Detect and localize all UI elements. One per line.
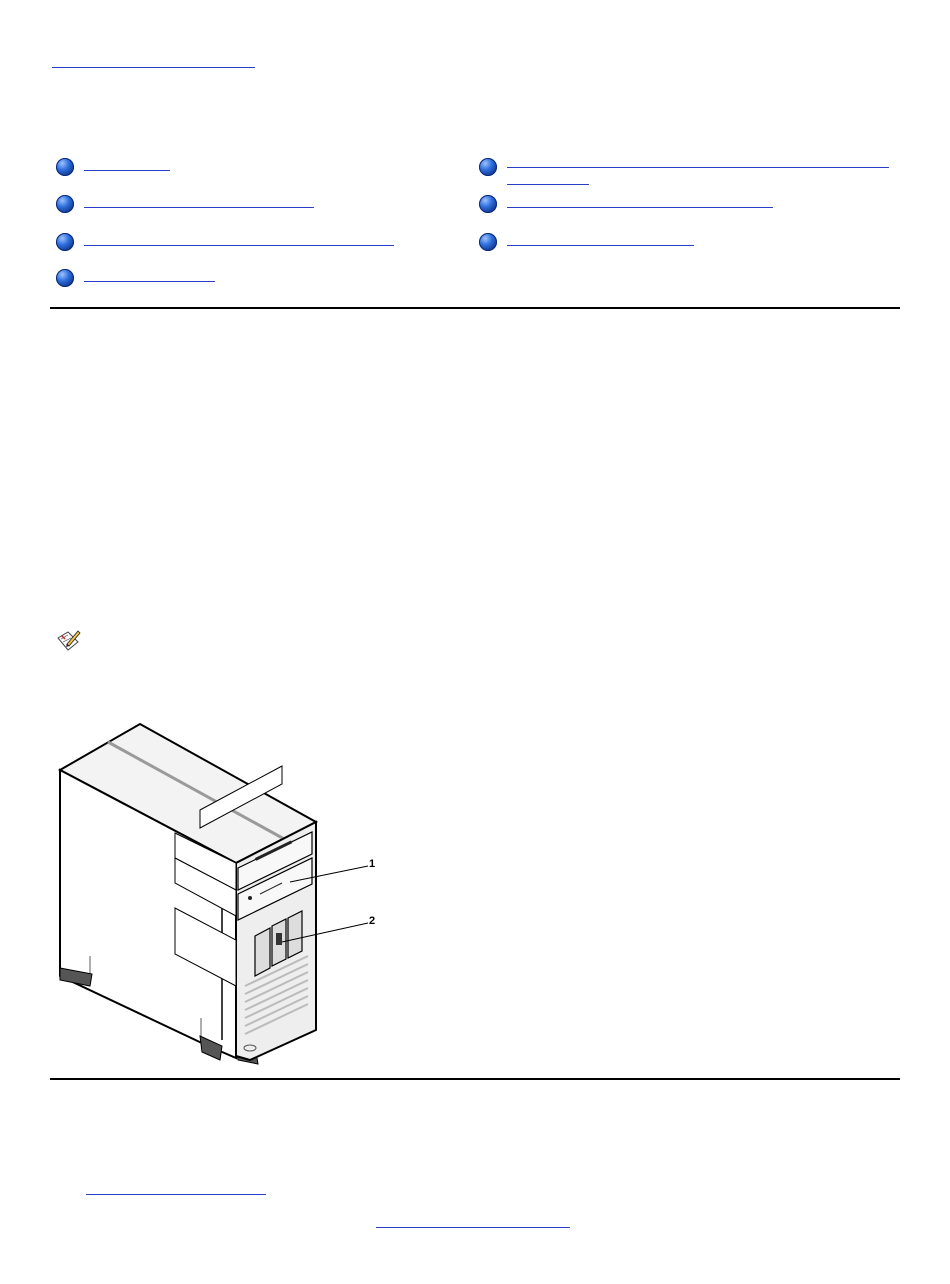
callout-label-2: 2 <box>369 915 376 927</box>
toc-link[interactable] <box>84 207 314 208</box>
bullet-icon <box>56 195 74 213</box>
top-back-link[interactable] <box>52 67 255 68</box>
bottom-back-link[interactable] <box>86 1194 266 1195</box>
note-icon <box>56 630 82 652</box>
toc-link[interactable] <box>507 245 694 246</box>
bullet-icon <box>479 195 497 213</box>
bullet-icon <box>479 233 497 251</box>
callout-label-1: 1 <box>369 858 376 870</box>
bottom-center-link[interactable] <box>376 1227 570 1228</box>
bullet-icon <box>56 233 74 251</box>
bullet-icon <box>56 269 74 287</box>
toc-link[interactable] <box>507 167 889 168</box>
toc-link[interactable] <box>507 207 773 208</box>
bullet-icon <box>56 158 74 176</box>
toc-link-continued[interactable] <box>507 184 589 185</box>
bullet-icon <box>479 158 497 176</box>
divider-top <box>50 307 900 309</box>
toc-link[interactable] <box>84 170 170 171</box>
toc-link[interactable] <box>84 281 215 282</box>
toc-link[interactable] <box>84 245 394 246</box>
divider-bottom <box>50 1078 900 1080</box>
computer-tower-illustration <box>50 718 390 1068</box>
